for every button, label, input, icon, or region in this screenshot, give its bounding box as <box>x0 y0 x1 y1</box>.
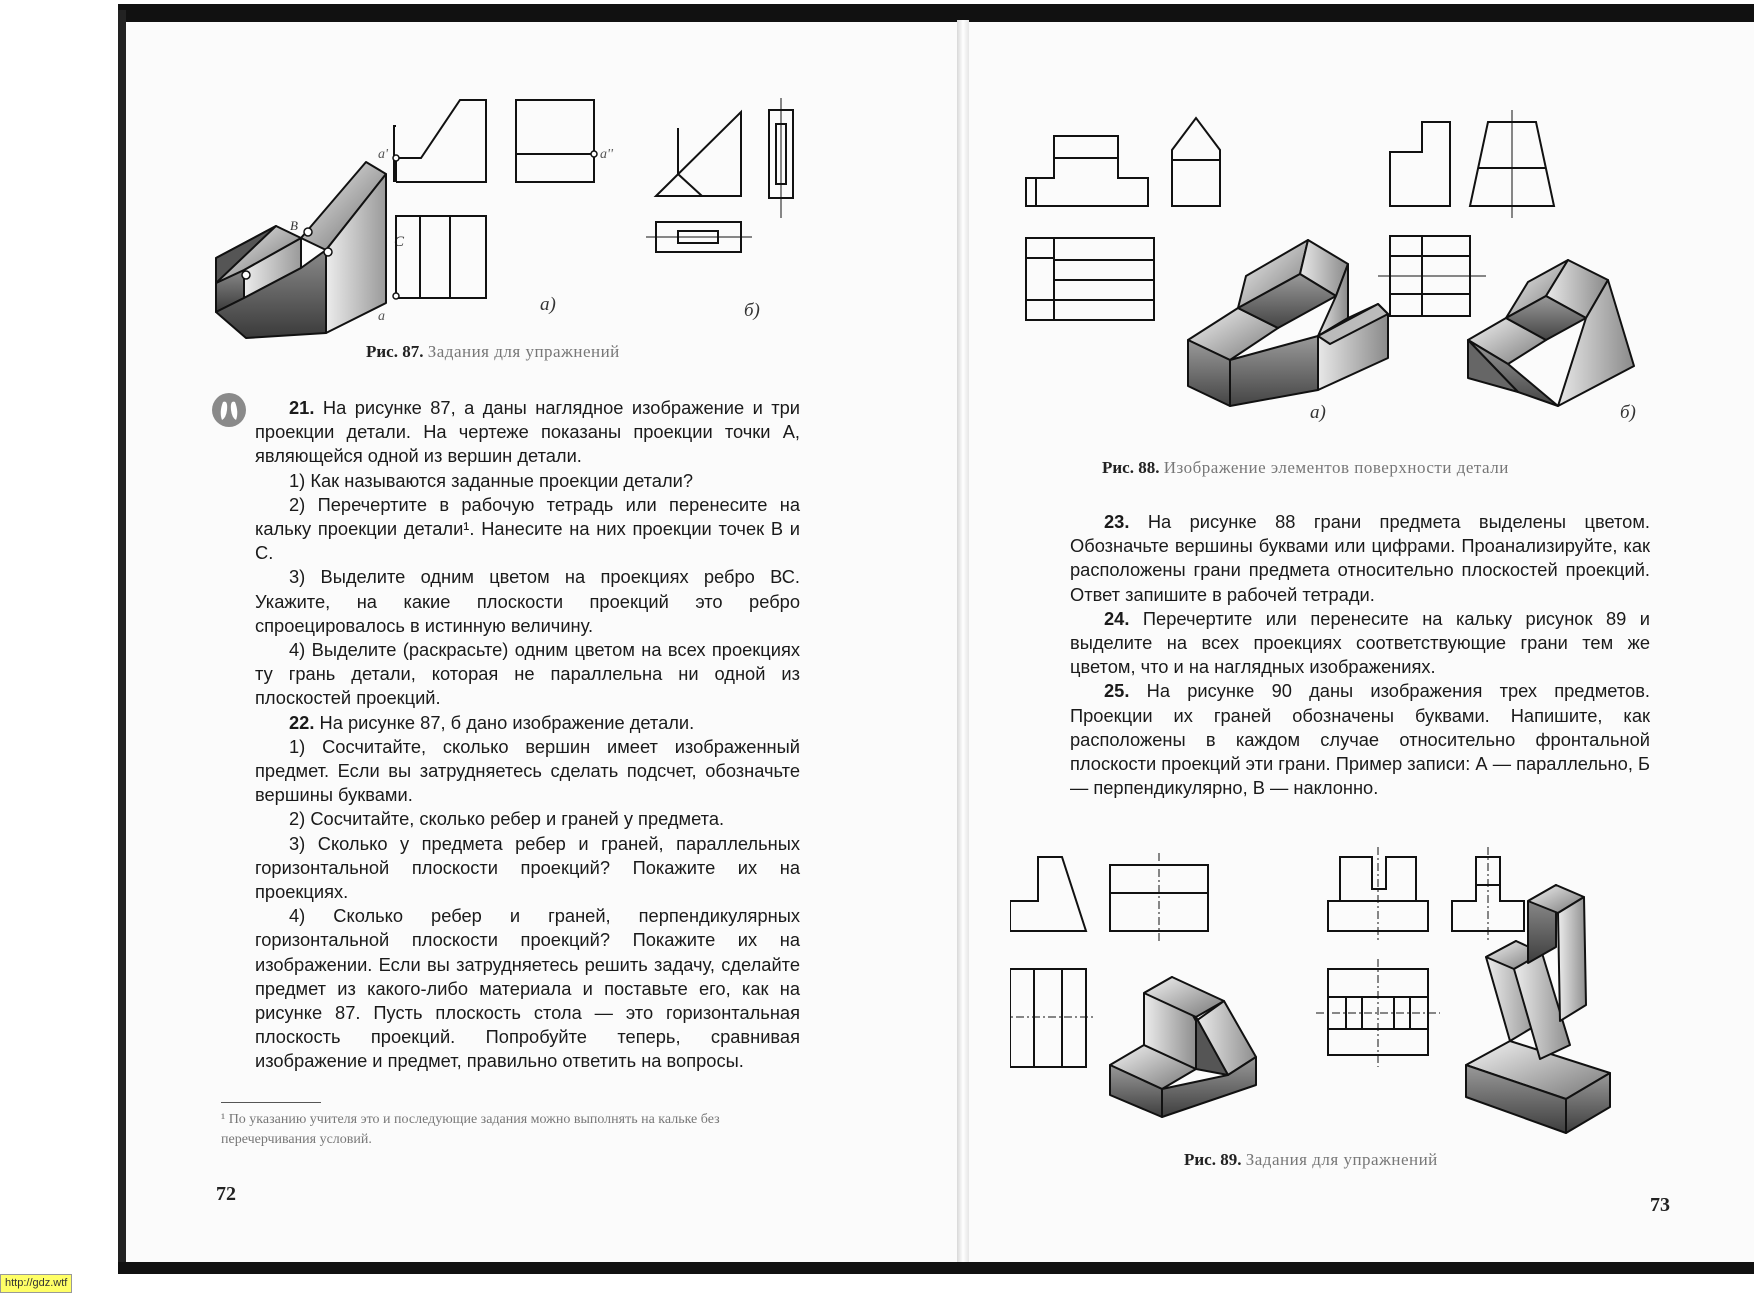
label-a-double-prime: a'' <box>600 147 613 162</box>
figure-87b-projections <box>646 98 793 252</box>
label-a-prime: a' <box>378 147 388 162</box>
label-point-b: B <box>290 218 298 233</box>
figure-88b-isometric <box>1468 260 1634 406</box>
question-icon <box>211 392 247 428</box>
figure-88-drawings <box>1018 108 1668 468</box>
figure-87-isometric <box>216 162 386 338</box>
figure-88a-isometric <box>1188 240 1388 406</box>
left-page-exercises <box>255 396 800 1074</box>
ex22-q1: 1) Сосчитайте, сколько вершин имеет изображенный предмет. Если вы затрудняетесь сделать подсчет, обозначьте вершины буквами. <box>255 735 800 806</box>
ex24-text: Перечертите или перенесите на кальку рисунок 89 и выделите на всех проекциях соответствующие грани тем же цветом, что и на наглядных изображениях. <box>1070 607 1650 678</box>
watermark-link[interactable]: http://gdz.wtf <box>0 1274 72 1293</box>
figure-88-caption-text: Изображение элементов поверхности детали <box>1163 458 1509 477</box>
ex21-q3: 3) Выделите одним цветом на проекциях ребро ВС. Укажите, на какие плоскости проекций это ребро спроецировалось в истинную величину. <box>255 566 800 636</box>
ex25-number: 25. <box>1104 680 1130 702</box>
figure-88-caption <box>1102 458 1509 478</box>
label-fig87-b: б) <box>744 300 760 321</box>
label-fig88-a: а) <box>1310 402 1326 423</box>
label-fig87-a: а) <box>540 294 556 315</box>
ex21-q2: 2) Перечертите в рабочую тетрадь или перенесите на кальку проекции детали¹. Нанесите на них проекции точек В и С. <box>255 493 800 564</box>
label-point-c: C <box>394 234 405 250</box>
ex21-q4: 4) Выделите (раскрасьте) одним цветом на всех проекциях ту грань детали, которая не параллельна ни одной из плоскостей проекций. <box>255 639 800 709</box>
ex24 <box>1070 607 1650 680</box>
ex21-number: 21. <box>289 397 315 418</box>
figure-87a-projections <box>394 100 594 298</box>
figure-87-caption-text: Задания для упражнений <box>427 342 620 361</box>
ex25-text: На рисунке 90 даны изображения трех предметов. Проекции их граней обозначены буквами. Напишите, как расположены в каждом случае относительно фронтальной плоскости проекций эти грани. Пример записи: А — параллельно, Б — перпендикулярно, В — наклонно. <box>1070 680 1650 799</box>
ex21-intro-text: На рисунке 87, а даны наглядное изображение и три проекции детали. На чертеже показаны проекции точки А, являющейся одной из вершин детали. <box>255 397 800 467</box>
figure-87-drawings <box>206 98 966 378</box>
ex22-q2: 2) Сосчитайте, сколько ребер и граней у предмета. <box>289 808 725 830</box>
figure-89-left-isometric <box>1110 977 1256 1117</box>
ex21-q1: 1) Как называются заданные проекции детали? <box>289 469 694 491</box>
figure-87-caption <box>366 342 620 362</box>
ex22-number: 22. <box>289 711 315 733</box>
ex24-number: 24. <box>1104 607 1130 629</box>
ex25 <box>1070 679 1650 800</box>
ex22-intro-text: На рисунке 87, б дано изображение детали. <box>319 711 695 733</box>
footnote: ¹ По указанию учителя это и последующие задания можно выполнять на кальке без перечерчивания условий. <box>221 1112 720 1147</box>
figure-89-caption-text: Задания для упражнений <box>1245 1150 1438 1169</box>
label-fig88-b: б) <box>1620 402 1636 423</box>
ex22-q3: 3) Сколько у предмета ребер и граней, параллельных горизонтальной плоскости проекций? Покажите их на проекциях. <box>255 832 800 903</box>
figure-88a-projections <box>1026 118 1220 320</box>
left-page <box>126 20 956 1260</box>
scan-bottom-edge <box>118 1262 1754 1274</box>
figure-89-caption-label: Рис. 89. <box>1184 1150 1242 1169</box>
ex23 <box>1070 510 1650 607</box>
ex23-text: На рисунке 88 грани предмета выделены цветом. Обозначьте вершины буквами или цифрами. Проанализируйте, как расположены грани предмета относительно плоскостей проекций. Ответ запишите в рабочей тетради. <box>1070 511 1650 605</box>
label-a: a <box>378 309 385 324</box>
figure-89-caption <box>1184 1150 1438 1170</box>
page-number-left: 72 <box>216 1183 236 1205</box>
ex22-intro <box>255 711 800 735</box>
ex23-number: 23. <box>1104 511 1130 532</box>
scan-left-edge <box>118 10 126 1266</box>
ex21-intro <box>255 396 800 469</box>
figure-87-caption-label: Рис. 87. <box>366 342 424 361</box>
figure-88-caption-label: Рис. 88. <box>1102 458 1160 477</box>
ex22-q4: 4) Сколько ребер и граней, перпендикулярных горизонтальной плоскости проекций? Покажите их на изображении. Если вы затрудняетесь решить задачу, сделайте предмет из какого-либо материала и поставьте его, как на рисунке 87. Пусть плоскость стола — это горизонтальная плоскость проекций. Попробуйте теперь, сравнивая изображение и предмет, правильно ответить на вопросы. <box>255 905 800 1072</box>
right-page <box>970 20 1754 1260</box>
footnote-divider <box>221 1102 321 1103</box>
page-number-right: 73 <box>1650 1194 1670 1216</box>
right-page-exercises <box>1070 510 1650 800</box>
figure-89-drawings <box>1010 845 1690 1135</box>
